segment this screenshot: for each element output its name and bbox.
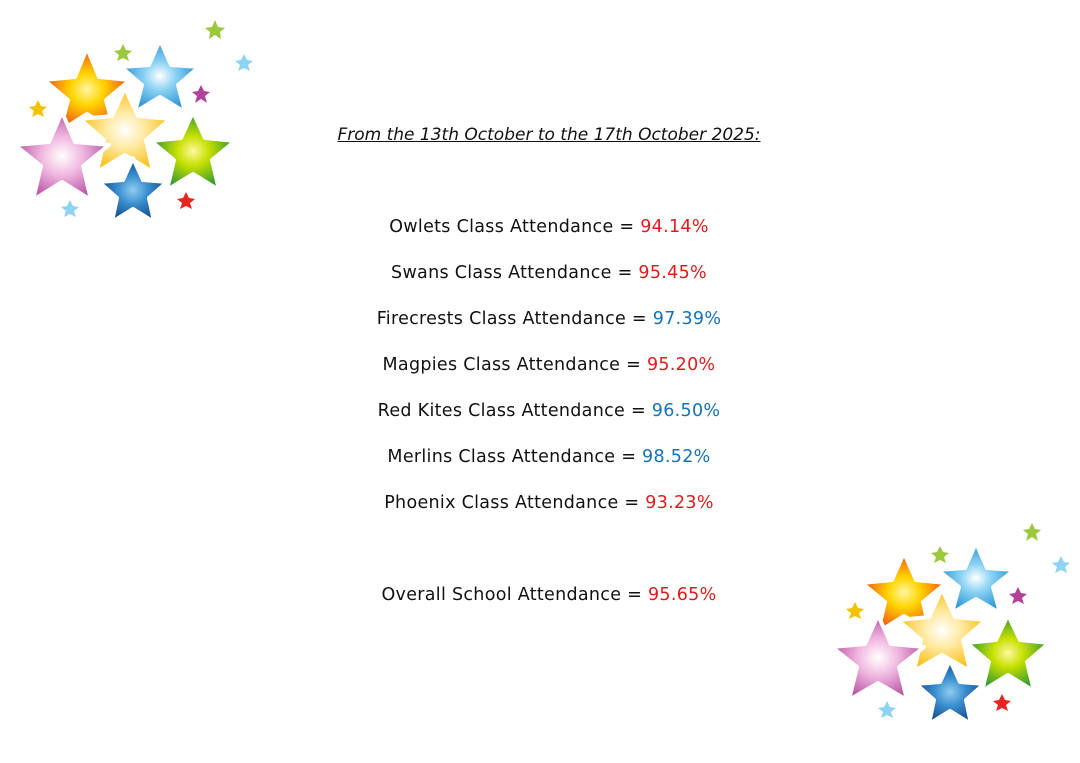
class-attendance-row [0, 263, 1080, 283]
row-label: Swans Class Attendance = [391, 263, 633, 283]
page-title: From the 13th October to the 17th October 2025: [337, 125, 761, 145]
row-label: Phoenix Class Attendance = [384, 493, 640, 513]
row-label: Overall School Attendance = [381, 585, 643, 605]
class-attendance-row [0, 217, 1080, 237]
row-value: 95.45% [638, 263, 707, 283]
class-attendance-row [0, 355, 1080, 375]
row-value: 95.20% [646, 355, 716, 375]
class-attendance-row [0, 493, 1080, 513]
class-attendance-row [0, 309, 1080, 329]
class-attendance-row [0, 447, 1080, 467]
row-label: Firecrests Class Attendance = [376, 309, 647, 329]
class-attendance-row [0, 401, 1080, 421]
overall-attendance-row [0, 585, 1080, 605]
row-value: 98.52% [642, 447, 711, 467]
row-value: 93.23% [645, 493, 714, 513]
star-cluster-icon [820, 515, 1080, 755]
row-label: Merlins Class Attendance = [387, 447, 637, 467]
row-value: 96.50% [651, 401, 721, 421]
row-label: Magpies Class Attendance = [382, 355, 642, 375]
star-cluster-icon [0, 0, 270, 240]
row-value: 95.65% [648, 585, 717, 605]
row-value: 97.39% [652, 309, 722, 329]
row-value: 94.14% [640, 217, 709, 237]
row-label: Red Kites Class Attendance = [377, 401, 646, 421]
row-label: Owlets Class Attendance = [389, 217, 635, 237]
